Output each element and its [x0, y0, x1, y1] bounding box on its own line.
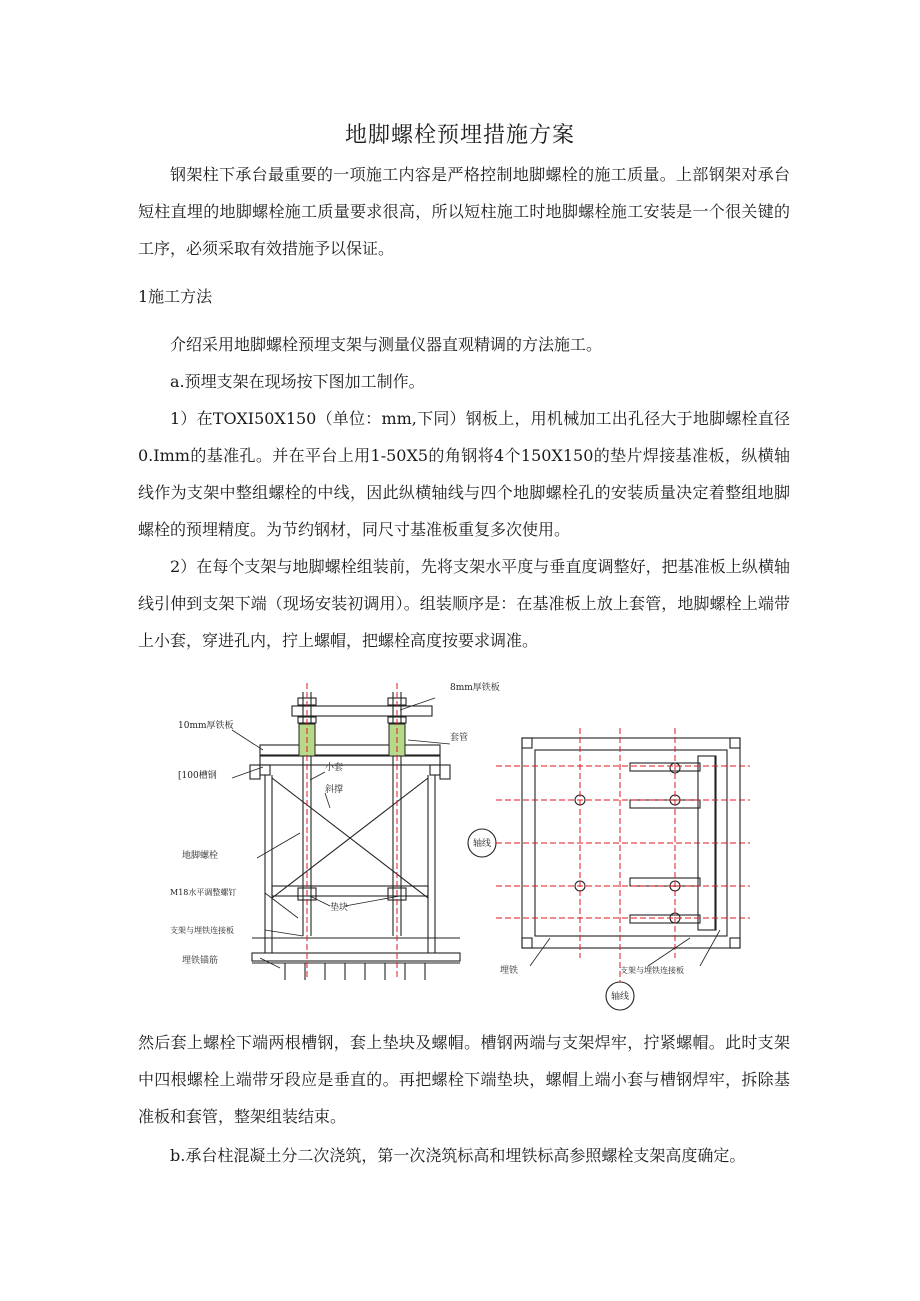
label-sleeve: 套管 — [450, 733, 469, 743]
label-connection-plate-right: 支架与埋铁连接板 — [620, 966, 684, 975]
section-heading-construction-method: 1施工方法 — [138, 287, 213, 306]
label-connection-plate: 支架与埋铁连接板 — [170, 926, 234, 935]
label-anchor-bolt: 地脚螺栓 — [182, 851, 219, 861]
method-intro-paragraph: 介绍采用地脚螺栓预埋支架与测量仪器直观精调的方法施工。 — [170, 335, 603, 354]
step-2-paragraph: 2）在每个支架与地脚螺栓组装前，先将支架水平度与垂直度调整好，把基准板上纵横轴线引伸到支架下端（现场安装初调用）。组装顺序是：在基准板上放上套管，地脚螺栓上端带上小套，穿进孔内，拧上螺帽，把螺栓高度按要求调准。 — [138, 557, 790, 650]
label-8mm-plate: 8mm厚铁板 — [450, 683, 500, 693]
intro-paragraph: 钢架柱下承台最重要的一项施工内容是严格控制地脚螺栓的施工质量。上部钢架对承台短柱直埋的地脚螺栓施工质量要求很高，所以短柱施工时地脚螺栓施工安装是一个很关键的工序，必须采取有效措施予以保证。 — [138, 165, 790, 258]
label-axis-left: 轴线 — [473, 839, 492, 849]
anchor-bolt-bracket-figure — [160, 668, 760, 1023]
label-embedded-iron: 埋铁 — [500, 966, 519, 976]
label-axis-bottom: 轴线 — [611, 992, 630, 1002]
plate-10mm — [260, 745, 440, 755]
label-small-sleeve: 小套 — [325, 763, 344, 773]
label-channel-100: [100槽钢 — [178, 771, 217, 781]
label-m18-nut: M18水平调整螺钉 — [170, 888, 237, 897]
after-figure-paragraph: 然后套上螺栓下端两根槽钢，套上垫块及螺帽。槽钢两端与支架焊牢，拧紧螺帽。此时支架中四根螺栓上端带牙段应是垂直的。再把螺栓下端垫块，螺帽上端小套与槽钢焊牢，拆除基准板和套管，整架组装结束。 — [138, 1033, 790, 1126]
label-spacer: 垫块 — [330, 903, 349, 913]
item-a-paragraph: a.预埋支架在现场按下图加工制作。 — [170, 372, 425, 391]
page-title: 地脚螺栓预埋措施方案 — [344, 123, 575, 148]
step-1-paragraph: 1）在TOXI50X150（单位：mm,下同）钢板上，用机械加工出孔径大于地脚螺栓直径0.Imm的基准孔。并在平台上用1-50X5的角钢将4个150X150的垫片焊接基准板，纵横轴线作为支架中整组螺栓的中线，因此纵横轴线与四个地脚螺栓孔的安装质量决定着整组地脚螺栓的预埋精度。为节约钢材，同尺寸基准板重复多次使用。 — [138, 409, 790, 539]
item-b-paragraph: b.承台柱混凝土分二次浇筑，第一次浇筑标高和埋铁标高参照螺栓支架高度确定。 — [170, 1146, 746, 1165]
label-10mm-plate: 10mm厚铁板 — [178, 721, 234, 731]
top-plate-8mm — [292, 706, 432, 716]
channel-top — [260, 756, 440, 765]
label-diagonal-brace: 斜撑 — [325, 785, 344, 795]
label-anchor-bar: 埋铁锚筋 — [182, 956, 219, 966]
